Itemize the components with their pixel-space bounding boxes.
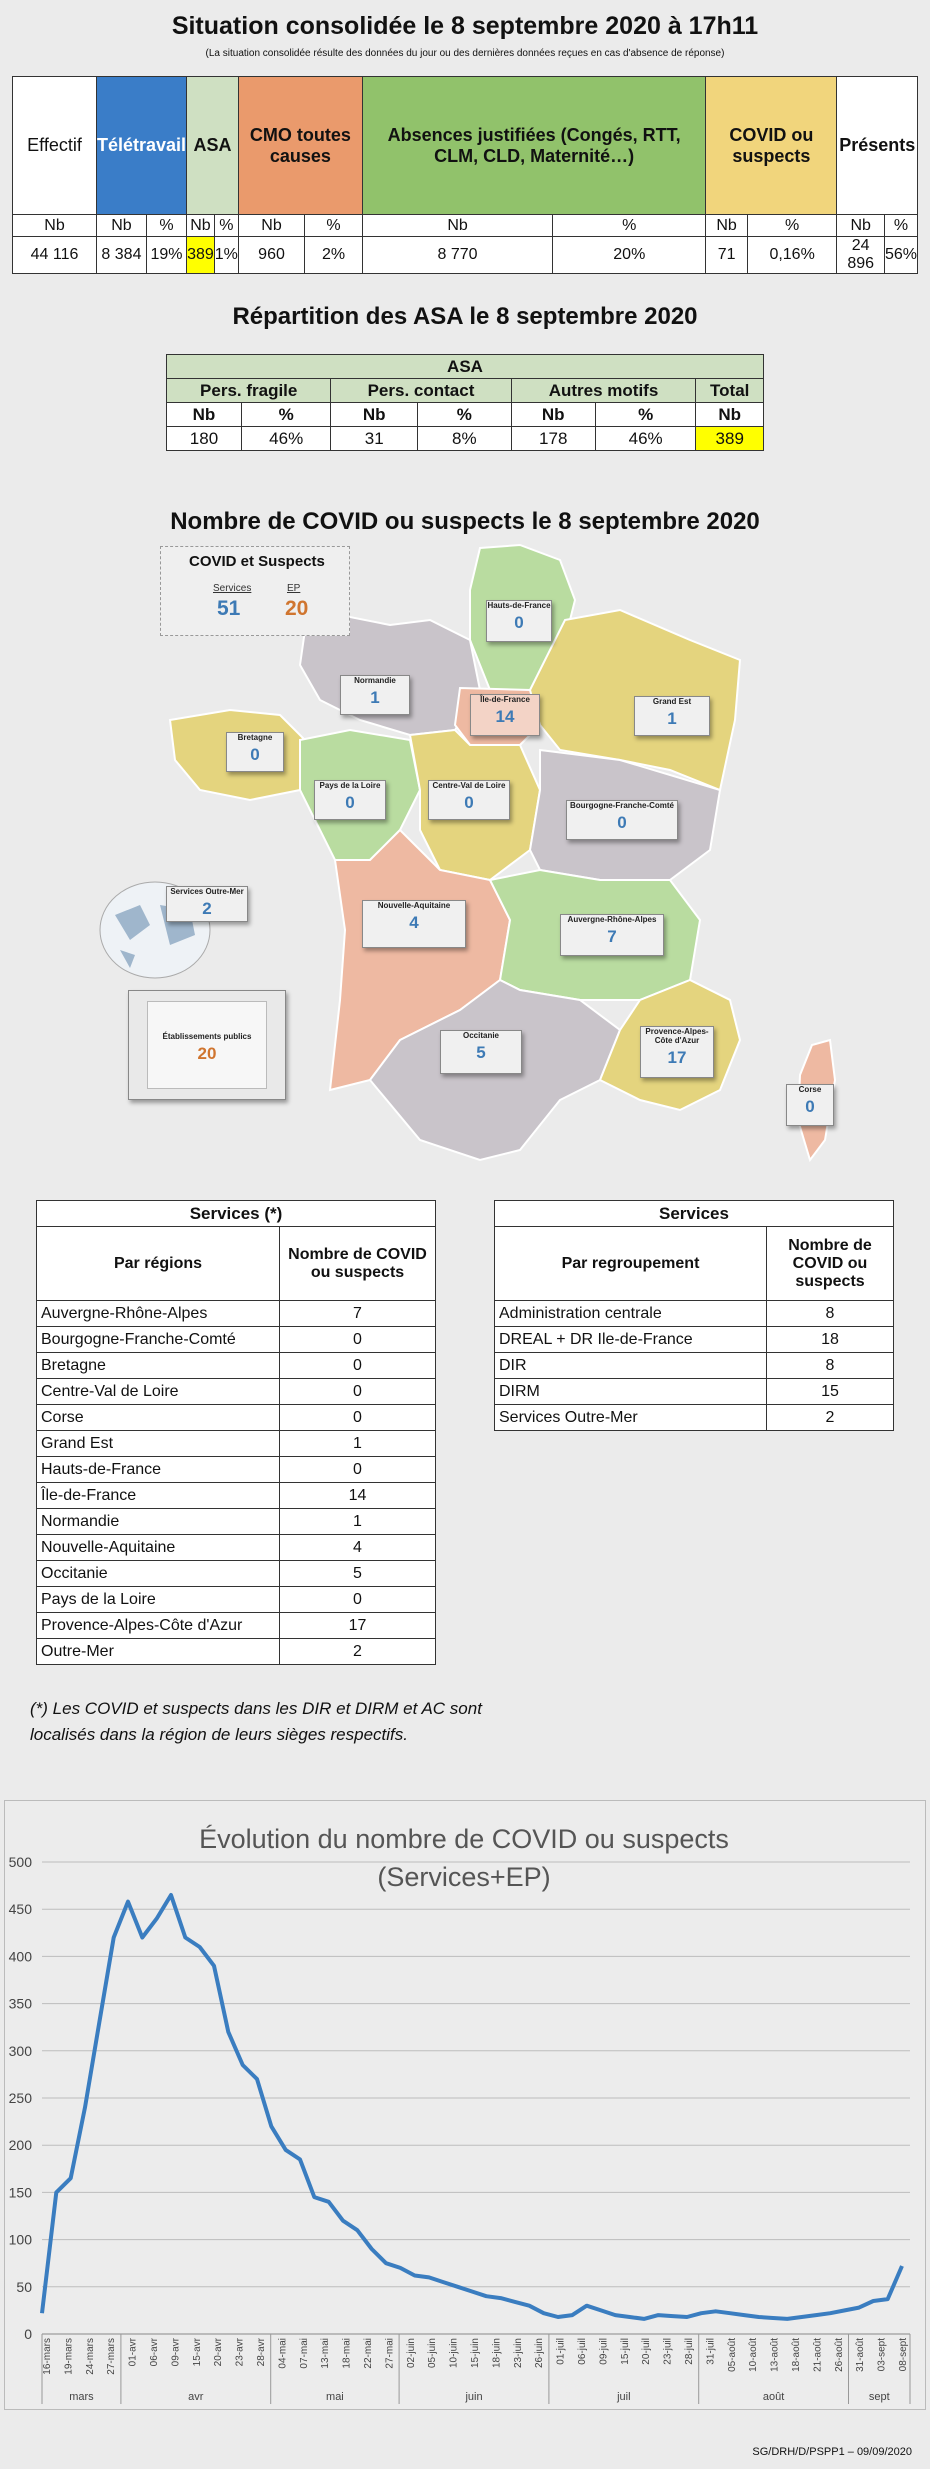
map-box-label: Nouvelle-Aquitaine bbox=[377, 901, 451, 910]
row-label: Nouvelle-Aquitaine bbox=[37, 1535, 280, 1561]
row-label: DIR bbox=[495, 1353, 767, 1379]
x-tick-label: 26-juin bbox=[534, 2338, 546, 2369]
table-row bbox=[37, 1535, 436, 1561]
table-row bbox=[37, 1353, 436, 1379]
map-box-label: Occitanie bbox=[462, 1031, 499, 1040]
map-box-value: 0 bbox=[805, 1097, 815, 1116]
map-legend bbox=[160, 546, 350, 636]
map-box-label: Bourgogne-Franche-Comté bbox=[570, 801, 674, 810]
map-box-value: 14 bbox=[495, 707, 515, 726]
map-box-label: Bretagne bbox=[237, 733, 273, 742]
y-tick-label: 300 bbox=[8, 2042, 32, 2059]
footnote: (*) Les COVID et suspects dans les DIR et DIRM et AC sont localisés dans la région de leurs sièges respectifs. bbox=[30, 1699, 482, 1744]
map-box-label: Auvergne-Rhône-Alpes bbox=[567, 915, 657, 924]
row-label: Grand Est bbox=[37, 1431, 280, 1457]
x-tick-label: 28-avr bbox=[256, 2338, 267, 2367]
row-label: Auvergne-Rhône-Alpes bbox=[37, 1301, 280, 1327]
row-value: 2 bbox=[767, 1405, 894, 1431]
sub-cell: % bbox=[305, 215, 363, 237]
map-box-value: 17 bbox=[667, 1048, 687, 1067]
map-box-nouvelle-aquitaine bbox=[362, 900, 466, 948]
x-tick-label: 13-août bbox=[769, 2338, 781, 2372]
asa-sub: % bbox=[241, 403, 330, 427]
services-regions-col2: Nombre de COVID ou suspects bbox=[280, 1227, 436, 1301]
y-tick-label: 200 bbox=[8, 2137, 32, 2154]
x-tick-label: 15-juin bbox=[470, 2338, 481, 2369]
map-box-centre bbox=[428, 780, 510, 820]
value-cell: 20% bbox=[553, 237, 706, 274]
map-box-bourgogne bbox=[566, 800, 678, 840]
value-cell: 24 896 bbox=[837, 237, 884, 274]
asa-sub: Nb bbox=[331, 403, 418, 427]
x-tick-label: 28-juil bbox=[684, 2338, 695, 2365]
row-value: 17 bbox=[280, 1613, 436, 1639]
map-box-normandie bbox=[340, 675, 410, 715]
x-tick-label: 09-avr bbox=[170, 2338, 182, 2367]
row-label: Corse bbox=[37, 1405, 280, 1431]
header-effectif: Effectif bbox=[13, 77, 97, 215]
header-presents: Présents bbox=[837, 77, 918, 215]
table-row bbox=[495, 1301, 894, 1327]
map-box-grand-est bbox=[634, 696, 710, 736]
map-box-value: 2 bbox=[202, 899, 212, 918]
x-tick-label: 27-mai bbox=[384, 2338, 396, 2369]
chart-subtitle: (Services+EP) bbox=[377, 1862, 551, 1892]
row-label: Hauts-de-France bbox=[37, 1457, 280, 1483]
map-box-ile-de-france bbox=[470, 694, 540, 736]
value-cell: 2% bbox=[305, 237, 363, 274]
x-tick-label: 05-août bbox=[726, 2338, 738, 2372]
x-tick-label: 10-août bbox=[748, 2338, 760, 2372]
services-regions-title: Services (*) bbox=[37, 1201, 436, 1227]
asa-sub: % bbox=[595, 403, 696, 427]
signature: SG/DRH/D/PSPP1 – 09/09/2020 bbox=[752, 2446, 912, 2458]
map-box-label: Corse bbox=[798, 1085, 822, 1094]
x-tick-label: 01-avr bbox=[127, 2338, 139, 2367]
row-label: Provence-Alpes-Côte d'Azur bbox=[37, 1613, 280, 1639]
value-cell: 71 bbox=[706, 237, 747, 274]
month-label: mars bbox=[69, 2391, 94, 2403]
covid-evolution-chart bbox=[4, 1800, 926, 2410]
row-value: 0 bbox=[280, 1405, 436, 1431]
services-groups-col2: Nombre de COVID ou suspects bbox=[767, 1227, 894, 1301]
map-box-value: 0 bbox=[345, 793, 355, 812]
header-asa: ASA bbox=[187, 77, 239, 215]
y-tick-label: 250 bbox=[8, 2090, 32, 2106]
y-tick-label: 400 bbox=[8, 1948, 32, 1965]
chart-title: Évolution du nombre de COVID ou suspects bbox=[199, 1824, 729, 1854]
map-box-label: Pays de la Loire bbox=[319, 781, 381, 790]
table-row bbox=[495, 1353, 894, 1379]
x-tick-label: 03-sept bbox=[876, 2338, 888, 2372]
table-row bbox=[37, 1561, 436, 1587]
row-label: Normandie bbox=[37, 1509, 280, 1535]
map-box-corse bbox=[786, 1084, 834, 1126]
x-tick-label: 01-juil bbox=[555, 2338, 567, 2365]
asa-sub: % bbox=[418, 403, 512, 427]
month-label: août bbox=[762, 2391, 785, 2403]
y-tick-label: 150 bbox=[8, 2184, 32, 2201]
month-label: avr bbox=[188, 2391, 204, 2403]
y-tick-label: 100 bbox=[8, 2231, 32, 2248]
asa-sub: Nb bbox=[511, 403, 595, 427]
sub-cell: Nb bbox=[706, 215, 747, 237]
sub-cell: % bbox=[146, 215, 186, 237]
x-tick-label: 21-août bbox=[812, 2338, 824, 2372]
table-row bbox=[37, 1639, 436, 1665]
map-title: Nombre de COVID ou suspects le 8 septembre 2020 bbox=[170, 508, 760, 535]
x-tick-label: 31-août bbox=[855, 2338, 867, 2372]
row-value: 2 bbox=[280, 1639, 436, 1665]
asa-sub: Nb bbox=[696, 403, 764, 427]
map-box-value: 0 bbox=[514, 613, 524, 632]
services-regions-col1: Par régions bbox=[37, 1227, 280, 1301]
value-cell: 960 bbox=[238, 237, 304, 274]
month-label: juin bbox=[465, 2391, 483, 2403]
map-box-pays-de-la-loire bbox=[314, 780, 386, 820]
row-value: 0 bbox=[280, 1379, 436, 1405]
sub-cell: % bbox=[747, 215, 837, 237]
table-row bbox=[495, 1405, 894, 1431]
map-box-label: Île-de-France bbox=[480, 695, 530, 704]
value-cell: 19% bbox=[146, 237, 186, 274]
table-row bbox=[37, 1405, 436, 1431]
header-covid: COVID ou suspects bbox=[706, 77, 837, 215]
map-box-value: 1 bbox=[667, 709, 677, 728]
map-box-occitanie bbox=[440, 1030, 522, 1074]
map-box-label: Établissements publics bbox=[162, 1032, 252, 1041]
asa-value: 31 bbox=[331, 427, 418, 451]
x-tick-label: 06-juil bbox=[577, 2338, 588, 2365]
asa-sub: Nb bbox=[167, 403, 242, 427]
map-box-auvergne bbox=[560, 914, 664, 956]
x-tick-label: 15-juil bbox=[619, 2338, 631, 2365]
x-tick-label: 23-juil bbox=[662, 2338, 674, 2365]
row-value: 0 bbox=[280, 1587, 436, 1613]
x-tick-label: 16-mars bbox=[42, 2338, 53, 2375]
map-box-etablissements bbox=[128, 990, 286, 1100]
x-tick-label: 07-mai bbox=[298, 2338, 310, 2369]
row-value: 7 bbox=[280, 1301, 436, 1327]
map-box-value: 0 bbox=[464, 793, 474, 812]
x-tick-label: 23-avr bbox=[234, 2338, 246, 2367]
map-box-value: 7 bbox=[607, 927, 617, 946]
table-row bbox=[37, 1327, 436, 1353]
row-value: 1 bbox=[280, 1431, 436, 1457]
sub-cell: % bbox=[884, 215, 917, 237]
row-value: 8 bbox=[767, 1353, 894, 1379]
table-row bbox=[495, 1327, 894, 1353]
row-label: Centre-Val de Loire bbox=[37, 1379, 280, 1405]
services-regions-table bbox=[36, 1200, 436, 1665]
x-tick-label: 26-août bbox=[833, 2338, 845, 2372]
services-groups-col1: Par regroupement bbox=[495, 1227, 767, 1301]
asa-header: ASA bbox=[167, 355, 764, 379]
x-tick-label: 13-mai bbox=[320, 2338, 332, 2369]
x-tick-label: 10-juin bbox=[448, 2338, 460, 2369]
row-label: DIRM bbox=[495, 1379, 767, 1405]
sub-cell: Nb bbox=[837, 215, 884, 237]
asa-value: 8% bbox=[418, 427, 512, 451]
row-label: Bretagne bbox=[37, 1353, 280, 1379]
row-label: Bourgogne-Franche-Comté bbox=[37, 1327, 280, 1353]
header-cmo: CMO toutes causes bbox=[238, 77, 362, 215]
row-label: DREAL + DR Ile-de-France bbox=[495, 1327, 767, 1353]
value-cell: 8 384 bbox=[97, 237, 147, 274]
x-tick-label: 18-mai bbox=[341, 2338, 353, 2369]
map-box-value: 1 bbox=[370, 688, 380, 707]
map-box-hauts-de-france bbox=[486, 600, 552, 642]
x-tick-label: 27-mars bbox=[106, 2338, 118, 2375]
series-line bbox=[42, 1895, 902, 2319]
row-value: 0 bbox=[280, 1327, 436, 1353]
row-label: Services Outre-Mer bbox=[495, 1405, 767, 1431]
x-tick-label: 15-avr bbox=[191, 2338, 203, 2367]
x-tick-label: 08-sept bbox=[898, 2338, 909, 2372]
map-box-label: Hauts-de-France bbox=[487, 601, 551, 610]
services-groups-body bbox=[495, 1301, 894, 1431]
y-tick-label: 0 bbox=[24, 2326, 32, 2342]
value-cell: 44 116 bbox=[13, 237, 97, 274]
asa-table bbox=[166, 354, 764, 451]
legend-ep-label: EP bbox=[287, 583, 301, 594]
x-tick-label: 09-juil bbox=[598, 2338, 610, 2365]
sub-cell: Nb bbox=[187, 215, 215, 237]
value-cell: 8 770 bbox=[362, 237, 552, 274]
asa-value: 178 bbox=[511, 427, 595, 451]
row-value: 8 bbox=[767, 1301, 894, 1327]
row-value: 4 bbox=[280, 1535, 436, 1561]
x-tick-label: 23-juin bbox=[512, 2338, 524, 2369]
sub-cell: Nb bbox=[13, 215, 97, 237]
row-label: Île-de-France bbox=[37, 1483, 280, 1509]
row-label: Occitanie bbox=[37, 1561, 280, 1587]
map-box-value: 5 bbox=[476, 1043, 486, 1062]
sub-cell: Nb bbox=[97, 215, 147, 237]
services-groups-title: Services bbox=[495, 1201, 894, 1227]
sub-cell: % bbox=[553, 215, 706, 237]
page-title: Situation consolidée le 8 septembre 2020 à 17h11 bbox=[171, 12, 759, 40]
row-value: 0 bbox=[280, 1457, 436, 1483]
legend-services-value: 51 bbox=[217, 597, 241, 620]
header-teletravail: Télétravail bbox=[97, 77, 187, 215]
header-absences: Absences justifiées (Congés, RTT, CLM, CLD, Maternité…) bbox=[362, 77, 705, 215]
map-box-outre-mer bbox=[166, 886, 248, 922]
month-label: juil bbox=[617, 2391, 631, 2403]
row-value: 5 bbox=[280, 1561, 436, 1587]
asa-value: 180 bbox=[167, 427, 242, 451]
map-box-bretagne bbox=[226, 732, 284, 772]
x-tick-label: 22-mai bbox=[363, 2338, 374, 2369]
y-tick-label: 50 bbox=[16, 2278, 32, 2295]
table-row bbox=[37, 1587, 436, 1613]
value-cell: 56% bbox=[884, 237, 917, 274]
sub-cell: % bbox=[214, 215, 238, 237]
row-value: 0 bbox=[280, 1353, 436, 1379]
map-box-label: Normandie bbox=[354, 676, 396, 685]
x-tick-label: 19-mars bbox=[63, 2338, 75, 2375]
map-box-label: Grand Est bbox=[652, 697, 692, 706]
asa-group: Total bbox=[696, 379, 764, 403]
asa-title: Répartition des ASA le 8 septembre 2020 bbox=[232, 303, 698, 330]
x-tick-label: 06-avr bbox=[149, 2338, 160, 2367]
sub-cell: Nb bbox=[362, 215, 552, 237]
legend-title: COVID et Suspects bbox=[189, 553, 325, 570]
value-cell: 1% bbox=[214, 237, 238, 274]
x-tick-label: 20-juil bbox=[641, 2338, 653, 2365]
x-tick-label: 02-juin bbox=[405, 2338, 417, 2369]
map-box-value: 0 bbox=[250, 745, 260, 764]
legend-ep-value: 20 bbox=[285, 597, 309, 620]
x-tick-label: 04-mai bbox=[277, 2338, 289, 2369]
row-value: 18 bbox=[767, 1327, 894, 1353]
row-value: 1 bbox=[280, 1509, 436, 1535]
asa-value: 46% bbox=[241, 427, 330, 451]
month-label: mai bbox=[326, 2391, 344, 2403]
page-subtitle: (La situation consolidée résulte des données du jour ou des dernières données reçues en cas d'absence de réponse) bbox=[205, 48, 725, 59]
x-tick-label: 24-mars bbox=[84, 2338, 96, 2375]
row-value: 15 bbox=[767, 1379, 894, 1405]
services-groups-table bbox=[494, 1200, 894, 1431]
x-tick-label: 18-juin bbox=[491, 2338, 503, 2369]
x-tick-label: 18-août bbox=[791, 2338, 802, 2372]
table-row bbox=[37, 1509, 436, 1535]
table-row bbox=[37, 1483, 436, 1509]
map-box-label: Services Outre-Mer bbox=[170, 887, 244, 896]
row-label: Administration centrale bbox=[495, 1301, 767, 1327]
table-row bbox=[37, 1457, 436, 1483]
asa-value: 46% bbox=[595, 427, 696, 451]
table-row bbox=[37, 1613, 436, 1639]
sub-cell: Nb bbox=[238, 215, 304, 237]
map-box-value: 4 bbox=[409, 913, 419, 932]
row-label: Pays de la Loire bbox=[37, 1587, 280, 1613]
table-row bbox=[37, 1379, 436, 1405]
table-row bbox=[495, 1379, 894, 1405]
asa-group: Pers. fragile bbox=[167, 379, 331, 403]
y-tick-label: 350 bbox=[8, 1995, 32, 2012]
asa-group: Autres motifs bbox=[511, 379, 696, 403]
map-box-paca bbox=[640, 1026, 714, 1078]
map-box-value: 20 bbox=[197, 1044, 217, 1063]
table-row bbox=[37, 1301, 436, 1327]
services-regions-body bbox=[37, 1301, 436, 1665]
value-cell-highlight: 389 bbox=[187, 237, 215, 274]
y-tick-label: 450 bbox=[8, 1901, 32, 1918]
x-tick-label: 05-juin bbox=[427, 2338, 439, 2369]
map-box-label: Centre-Val de Loire bbox=[432, 781, 506, 790]
x-tick-label: 31-juil bbox=[705, 2338, 717, 2365]
asa-total-value: 389 bbox=[696, 427, 764, 451]
legend-services-label: Services bbox=[213, 583, 252, 594]
table-row bbox=[37, 1431, 436, 1457]
asa-group: Pers. contact bbox=[331, 379, 511, 403]
x-tick-label: 20-avr bbox=[213, 2338, 225, 2367]
map-box-label: Provence-Alpes-Côte d'Azur bbox=[645, 1027, 709, 1045]
value-cell: 0,16% bbox=[747, 237, 837, 274]
map-box-value: 0 bbox=[617, 813, 627, 832]
situation-table bbox=[12, 76, 918, 274]
month-label: sept bbox=[868, 2391, 890, 2403]
row-label: Outre-Mer bbox=[37, 1639, 280, 1665]
row-value: 14 bbox=[280, 1483, 436, 1509]
y-tick-label: 500 bbox=[8, 1854, 32, 1870]
